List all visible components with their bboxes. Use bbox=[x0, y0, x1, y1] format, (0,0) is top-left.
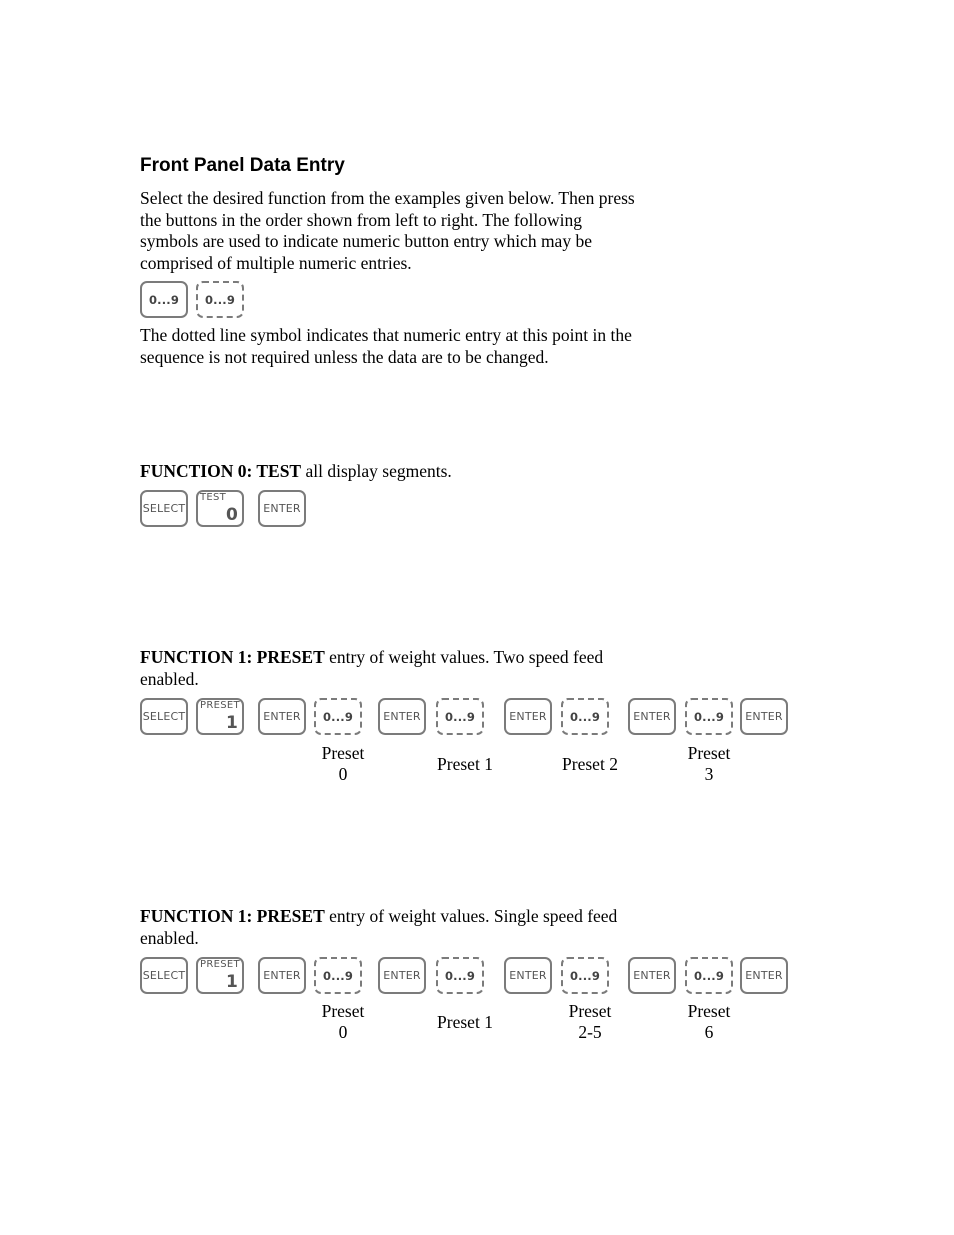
preset-button bbox=[196, 698, 244, 735]
intro-line: symbols are used to indicate numeric button entry which may be bbox=[140, 231, 592, 252]
optional-numeric-entry-button: 0...9 bbox=[436, 698, 484, 735]
function1-two-speed-title-rest: entry of weight values. Two speed feed bbox=[324, 647, 604, 667]
enter-button: ENTER bbox=[628, 698, 676, 735]
function1-single-speed-title-line2: enabled. bbox=[140, 927, 199, 948]
enter-button: ENTER bbox=[258, 957, 306, 994]
preset-caption: Preset 2 bbox=[562, 754, 618, 774]
intro-line: the buttons in the order shown from left to right. The following bbox=[140, 209, 582, 230]
enter-button: ENTER bbox=[504, 698, 552, 735]
function1-two-speed-title bbox=[140, 647, 700, 690]
enter-button: ENTER bbox=[258, 698, 306, 735]
enter-button: ENTER bbox=[258, 490, 306, 527]
optional-numeric-entry-button: 0...9 bbox=[685, 957, 733, 994]
optional-numeric-entry-button: 0...9 bbox=[436, 957, 484, 994]
intro-line: Select the desired function from the examples given below. Then press bbox=[140, 188, 635, 208]
preset-button-label: PRESET bbox=[200, 959, 240, 970]
enter-button: ENTER bbox=[628, 957, 676, 994]
preset-button-digit: 1 bbox=[225, 972, 238, 992]
note-paragraph bbox=[140, 325, 700, 368]
preset-caption: Preset 0 bbox=[321, 743, 365, 784]
note-line: The dotted line symbol indicates that numeric entry at this point in the bbox=[140, 325, 632, 345]
numeric-entry-button: 0...9 bbox=[140, 281, 188, 318]
preset-caption: Preset 1 bbox=[437, 754, 493, 774]
function1-single-speed-title-rest: entry of weight values. Single speed feed bbox=[324, 906, 618, 926]
intro-paragraph bbox=[140, 188, 700, 274]
preset-button bbox=[196, 957, 244, 994]
optional-numeric-entry-button: 0...9 bbox=[685, 698, 733, 735]
function1-single-speed-title-bold: FUNCTION 1: PRESET bbox=[140, 906, 325, 926]
optional-numeric-entry-button: 0...9 bbox=[561, 698, 609, 735]
preset-caption: Preset 6 bbox=[687, 1001, 731, 1042]
function1-single-speed-title bbox=[140, 906, 700, 949]
optional-numeric-entry-button: 0...9 bbox=[314, 698, 362, 735]
select-button: SELECT bbox=[140, 490, 188, 527]
enter-button: ENTER bbox=[378, 698, 426, 735]
test-button bbox=[196, 490, 244, 527]
optional-numeric-entry-button: 0...9 bbox=[314, 957, 362, 994]
optional-numeric-entry-button: 0...9 bbox=[561, 957, 609, 994]
optional-numeric-entry-button: 0...9 bbox=[196, 281, 244, 318]
intro-line: comprised of multiple numeric entries. bbox=[140, 252, 412, 273]
enter-button: ENTER bbox=[378, 957, 426, 994]
function1-two-speed-title-bold: FUNCTION 1: PRESET bbox=[140, 647, 325, 667]
enter-button: ENTER bbox=[740, 698, 788, 735]
enter-button: ENTER bbox=[504, 957, 552, 994]
enter-button: ENTER bbox=[740, 957, 788, 994]
preset-caption: Preset 0 bbox=[321, 1001, 365, 1042]
function0-title-rest: all display segments. bbox=[301, 461, 452, 481]
function0-title bbox=[140, 461, 700, 483]
preset-button-digit: 1 bbox=[225, 713, 238, 733]
preset-button-label: PRESET bbox=[200, 700, 240, 711]
preset-caption: Preset 1 bbox=[437, 1012, 493, 1032]
select-button: SELECT bbox=[140, 957, 188, 994]
test-button-label: TEST bbox=[200, 492, 227, 503]
function1-two-speed-title-line2: enabled. bbox=[140, 668, 199, 689]
note-line: sequence is not required unless the data are to be changed. bbox=[140, 346, 549, 367]
test-button-digit: 0 bbox=[225, 505, 238, 525]
preset-caption: Preset 3 bbox=[687, 743, 731, 784]
select-button: SELECT bbox=[140, 698, 188, 735]
preset-caption: Preset 2-5 bbox=[568, 1001, 612, 1042]
page-title: Front Panel Data Entry bbox=[140, 155, 345, 176]
function0-title-bold: FUNCTION 0: TEST bbox=[140, 461, 302, 481]
